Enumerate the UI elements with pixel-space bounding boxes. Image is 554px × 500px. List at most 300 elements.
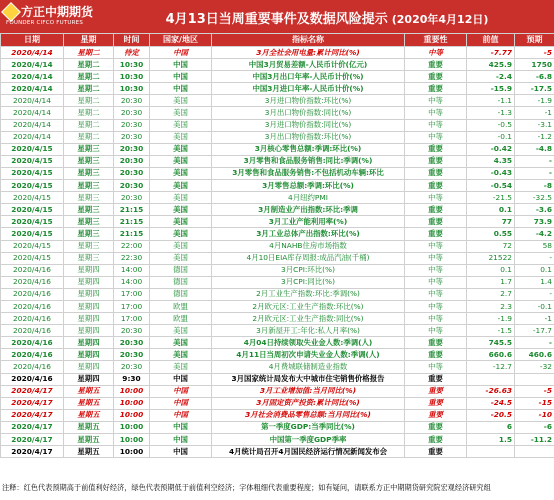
forecast-value-cell: -11.2: [515, 434, 554, 446]
table-row: [1, 167, 554, 179]
table-row: [1, 83, 554, 95]
previous-value-cell: 2.7: [467, 288, 515, 300]
date-cell: 2020/4/14: [1, 95, 64, 107]
indicator-cell: 3月核心零售总额:季调:环比(%): [212, 143, 405, 155]
date-cell: 2020/4/15: [1, 167, 64, 179]
date-cell: 2020/4/16: [1, 300, 64, 312]
forecast-value-cell: -3.1: [515, 119, 554, 131]
date-cell: 2020/4/16: [1, 288, 64, 300]
weekday-cell: 星期二: [64, 107, 114, 119]
forecast-value-cell: [515, 373, 554, 385]
time-cell: 10:00: [114, 397, 150, 409]
country-cell: 德国: [150, 288, 212, 300]
date-cell: 2020/4/16: [1, 276, 64, 288]
importance-cell: 中等: [405, 361, 467, 373]
time-cell: 10:30: [114, 59, 150, 71]
forecast-value-cell: [515, 446, 554, 458]
indicator-cell: 4月统计局召开4月国民经济运行情况新闻发布会: [212, 446, 405, 458]
logo-english-name: FOUNDER CIFCO FUTURES: [6, 20, 84, 26]
indicator-cell: 3月新屋开工:年化:私人月率(%): [212, 325, 405, 337]
previous-value-cell: -7.77: [467, 47, 515, 59]
table-row: [1, 59, 554, 71]
title-text: 4月13日当周重要事件及数据风险提示: [165, 12, 388, 27]
forecast-value-cell: 1750: [515, 59, 554, 71]
time-cell: 14:00: [114, 264, 150, 276]
previous-value-cell: -20.5: [467, 409, 515, 421]
date-cell: 2020/4/16: [1, 337, 64, 349]
forecast-value-cell: -: [515, 167, 554, 179]
column-header-forecast: 预期: [515, 34, 554, 47]
country-cell: 中国: [150, 385, 212, 397]
date-cell: 2020/4/16: [1, 349, 64, 361]
table-row: [1, 337, 554, 349]
indicator-cell: 第一季度GDP:当季同比(%): [212, 421, 405, 433]
previous-value-cell: -24.5: [467, 397, 515, 409]
weekday-cell: 星期四: [64, 373, 114, 385]
time-cell: 21:15: [114, 216, 150, 228]
date-cell: 2020/4/15: [1, 204, 64, 216]
table-row: [1, 300, 554, 312]
table-row: [1, 204, 554, 216]
country-cell: 美国: [150, 155, 212, 167]
column-header-time: 时间: [114, 34, 150, 47]
indicator-cell: 4月费城联储制造业指数: [212, 361, 405, 373]
weekday-cell: 星期三: [64, 240, 114, 252]
time-cell: 20:30: [114, 143, 150, 155]
country-cell: 中国: [150, 373, 212, 385]
country-cell: 德国: [150, 276, 212, 288]
previous-value-cell: 660.6: [467, 349, 515, 361]
weekday-cell: 星期二: [64, 59, 114, 71]
indicator-cell: 3月进口物价指数:环比(%): [212, 95, 405, 107]
logo-diamond-icon: [1, 2, 21, 22]
date-cell: 2020/4/15: [1, 155, 64, 167]
country-cell: 中国: [150, 421, 212, 433]
forecast-value-cell: -: [515, 155, 554, 167]
table-row: [1, 313, 554, 325]
time-cell: 20:30: [114, 337, 150, 349]
weekday-cell: 星期五: [64, 397, 114, 409]
forecast-value-cell: -8: [515, 180, 554, 192]
forecast-value-cell: 0.1: [515, 264, 554, 276]
indicator-cell: 3月出口物价指数:同比(%): [212, 107, 405, 119]
forecast-value-cell: -0.1: [515, 300, 554, 312]
importance-cell: 中等: [405, 300, 467, 312]
indicator-cell: 4月11日当周初次申请失业金人数:季调(人): [212, 349, 405, 361]
table-row: [1, 131, 554, 143]
indicator-cell: 2月欧元区:工业生产指数:环比(%): [212, 300, 405, 312]
indicator-cell: 4月04日持续领取失业金人数:季调(人): [212, 337, 405, 349]
importance-cell: 重要: [405, 59, 467, 71]
indicator-cell: 3月社会消费品零售总额:当月同比(%): [212, 409, 405, 421]
time-cell: 20:30: [114, 325, 150, 337]
previous-value-cell: 0.1: [467, 204, 515, 216]
indicator-cell: 3月出口物价指数:环比(%): [212, 131, 405, 143]
indicator-cell: 4月NAHB住房市场指数: [212, 240, 405, 252]
previous-value-cell: -2.4: [467, 71, 515, 83]
importance-cell: 重要: [405, 349, 467, 361]
importance-cell: 中等: [405, 264, 467, 276]
time-cell: 17:00: [114, 300, 150, 312]
forecast-value-cell: -1: [515, 107, 554, 119]
date-cell: 2020/4/17: [1, 409, 64, 421]
indicator-cell: 4月纽约PMI: [212, 192, 405, 204]
country-cell: 中国: [150, 397, 212, 409]
time-cell: 待定: [114, 47, 150, 59]
page-title: [100, 8, 554, 27]
importance-cell: 中等: [405, 240, 467, 252]
indicator-cell: 2月欧元区:工业生产指数:同比(%): [212, 313, 405, 325]
indicator-cell: 中国3月进口年率-人民币计价(%): [212, 83, 405, 95]
weekday-cell: 星期三: [64, 155, 114, 167]
forecast-value-cell: -6.8: [515, 71, 554, 83]
time-cell: 20:30: [114, 95, 150, 107]
forecast-value-cell: -10: [515, 409, 554, 421]
country-cell: 美国: [150, 228, 212, 240]
country-cell: 中国: [150, 409, 212, 421]
indicator-cell: 4月10日EIA库存周报:成品汽油(千桶): [212, 252, 405, 264]
table-body: [1, 47, 554, 458]
forecast-value-cell: -: [515, 337, 554, 349]
country-cell: 美国: [150, 216, 212, 228]
country-cell: 美国: [150, 131, 212, 143]
time-cell: 22:00: [114, 240, 150, 252]
indicator-cell: 3月进口物价指数:同比(%): [212, 119, 405, 131]
country-cell: 美国: [150, 180, 212, 192]
weekday-cell: 星期三: [64, 228, 114, 240]
table-row: [1, 95, 554, 107]
indicator-cell: 3月CPI:同比(%): [212, 276, 405, 288]
forecast-value-cell: -3.6: [515, 204, 554, 216]
weekday-cell: 星期二: [64, 71, 114, 83]
column-header-previous: 前值: [467, 34, 515, 47]
time-cell: 20:30: [114, 119, 150, 131]
previous-value-cell: 72: [467, 240, 515, 252]
table-row: [1, 216, 554, 228]
date-cell: 2020/4/17: [1, 421, 64, 433]
country-cell: 美国: [150, 337, 212, 349]
weekday-cell: 星期三: [64, 252, 114, 264]
country-cell: 美国: [150, 252, 212, 264]
weekday-cell: 星期四: [64, 325, 114, 337]
weekday-cell: 星期五: [64, 446, 114, 458]
importance-cell: 重要: [405, 228, 467, 240]
table-row: [1, 71, 554, 83]
previous-value-cell: 21522: [467, 252, 515, 264]
country-cell: 美国: [150, 192, 212, 204]
title-date: (2020年4月12日): [391, 13, 489, 26]
weekday-cell: 星期五: [64, 409, 114, 421]
table-row: [1, 107, 554, 119]
forecast-value-cell: -6: [515, 421, 554, 433]
company-logo: [4, 3, 92, 30]
time-cell: 20:30: [114, 349, 150, 361]
importance-cell: 重要: [405, 337, 467, 349]
time-cell: 17:00: [114, 288, 150, 300]
importance-cell: 中等: [405, 192, 467, 204]
indicator-cell: 中国3月出口年率-人民币计价(%): [212, 71, 405, 83]
time-cell: 21:15: [114, 204, 150, 216]
time-cell: 20:30: [114, 107, 150, 119]
indicator-cell: 3月工业产能利用率(%): [212, 216, 405, 228]
previous-value-cell: 2.3: [467, 300, 515, 312]
importance-cell: 中等: [405, 288, 467, 300]
weekday-cell: 星期三: [64, 167, 114, 179]
importance-cell: 中等: [405, 119, 467, 131]
time-cell: 20:30: [114, 131, 150, 143]
weekday-cell: 星期四: [64, 349, 114, 361]
country-cell: 美国: [150, 325, 212, 337]
time-cell: 14:00: [114, 276, 150, 288]
weekday-cell: 星期四: [64, 313, 114, 325]
table-row: [1, 276, 554, 288]
country-cell: 德国: [150, 264, 212, 276]
importance-cell: 重要: [405, 373, 467, 385]
weekday-cell: 星期四: [64, 276, 114, 288]
weekday-cell: 星期二: [64, 95, 114, 107]
table-row: [1, 47, 554, 59]
time-cell: 20:30: [114, 361, 150, 373]
table-row: [1, 228, 554, 240]
weekday-cell: 星期三: [64, 143, 114, 155]
date-cell: 2020/4/14: [1, 47, 64, 59]
table-row: [1, 288, 554, 300]
country-cell: 中国: [150, 83, 212, 95]
importance-cell: 重要: [405, 83, 467, 95]
table-row: [1, 192, 554, 204]
forecast-value-cell: -1.9: [515, 95, 554, 107]
forecast-value-cell: -1.2: [515, 131, 554, 143]
event-table: [0, 33, 554, 458]
weekday-cell: 星期四: [64, 300, 114, 312]
importance-cell: 重要: [405, 434, 467, 446]
indicator-cell: 2月工业生产指数:环比:季调(%): [212, 288, 405, 300]
time-cell: 10:00: [114, 434, 150, 446]
previous-value-cell: -1.5: [467, 325, 515, 337]
country-cell: 欧盟: [150, 313, 212, 325]
importance-cell: 中等: [405, 95, 467, 107]
date-cell: 2020/4/17: [1, 446, 64, 458]
previous-value-cell: -1.3: [467, 107, 515, 119]
importance-cell: 中等: [405, 325, 467, 337]
weekday-cell: 星期四: [64, 337, 114, 349]
forecast-value-cell: -17.5: [515, 83, 554, 95]
importance-cell: 重要: [405, 397, 467, 409]
date-cell: 2020/4/14: [1, 119, 64, 131]
date-cell: 2020/4/17: [1, 434, 64, 446]
previous-value-cell: -0.5: [467, 119, 515, 131]
importance-cell: 重要: [405, 155, 467, 167]
country-cell: 美国: [150, 119, 212, 131]
previous-value-cell: 0.55: [467, 228, 515, 240]
importance-cell: 重要: [405, 71, 467, 83]
date-cell: 2020/4/15: [1, 240, 64, 252]
indicator-cell: 中国第一季度GDP季率: [212, 434, 405, 446]
table-row: [1, 434, 554, 446]
time-cell: 10:00: [114, 421, 150, 433]
weekday-cell: 星期三: [64, 192, 114, 204]
time-cell: 20:30: [114, 192, 150, 204]
forecast-value-cell: -4.2: [515, 228, 554, 240]
table-row: [1, 143, 554, 155]
time-cell: 21:15: [114, 228, 150, 240]
weekday-cell: 星期三: [64, 216, 114, 228]
importance-cell: 中等: [405, 276, 467, 288]
date-cell: 2020/4/15: [1, 228, 64, 240]
weekday-cell: 星期二: [64, 119, 114, 131]
weekday-cell: 星期五: [64, 434, 114, 446]
indicator-cell: 3月国家统计局发布大中城市住宅销售价格报告: [212, 373, 405, 385]
column-header-date: 日期: [1, 34, 64, 47]
table-row: [1, 264, 554, 276]
time-cell: 9:30: [114, 373, 150, 385]
time-cell: 10:00: [114, 385, 150, 397]
date-cell: 2020/4/16: [1, 373, 64, 385]
date-cell: 2020/4/15: [1, 143, 64, 155]
importance-cell: 中等: [405, 107, 467, 119]
forecast-value-cell: -1: [515, 313, 554, 325]
indicator-cell: 3月制造业产出指数:环比:季调: [212, 204, 405, 216]
weekday-cell: 星期二: [64, 83, 114, 95]
forecast-value-cell: 460.6: [515, 349, 554, 361]
forecast-value-cell: -15: [515, 397, 554, 409]
table-row: [1, 385, 554, 397]
time-cell: 20:30: [114, 167, 150, 179]
forecast-value-cell: -17.7: [515, 325, 554, 337]
country-cell: 美国: [150, 349, 212, 361]
forecast-value-cell: -5: [515, 385, 554, 397]
date-cell: 2020/4/15: [1, 180, 64, 192]
country-cell: 中国: [150, 434, 212, 446]
column-header-indicator: 指标名称: [212, 34, 405, 47]
importance-cell: 重要: [405, 216, 467, 228]
date-cell: 2020/4/14: [1, 131, 64, 143]
date-cell: 2020/4/15: [1, 216, 64, 228]
weekday-cell: 星期四: [64, 288, 114, 300]
forecast-value-cell: 1.4: [515, 276, 554, 288]
table-row: [1, 252, 554, 264]
weekday-cell: 星期三: [64, 180, 114, 192]
date-cell: 2020/4/17: [1, 385, 64, 397]
country-cell: 美国: [150, 240, 212, 252]
weekday-cell: 星期三: [64, 204, 114, 216]
column-header-country: 国家/地区: [150, 34, 212, 47]
importance-cell: 重要: [405, 385, 467, 397]
previous-value-cell: 745.5: [467, 337, 515, 349]
table-row: [1, 155, 554, 167]
date-cell: 2020/4/16: [1, 264, 64, 276]
date-cell: 2020/4/17: [1, 397, 64, 409]
previous-value-cell: 0.1: [467, 264, 515, 276]
date-cell: 2020/4/14: [1, 107, 64, 119]
forecast-value-cell: -5: [515, 47, 554, 59]
time-cell: 10:30: [114, 83, 150, 95]
date-cell: 2020/4/14: [1, 83, 64, 95]
country-cell: 中国: [150, 71, 212, 83]
previous-value-cell: -12.7: [467, 361, 515, 373]
forecast-value-cell: -32.5: [515, 192, 554, 204]
weekday-cell: 星期二: [64, 47, 114, 59]
time-cell: 20:30: [114, 155, 150, 167]
table-row: [1, 373, 554, 385]
time-cell: 10:00: [114, 409, 150, 421]
table-row: [1, 180, 554, 192]
date-cell: 2020/4/16: [1, 361, 64, 373]
header-banner: [0, 0, 554, 33]
date-cell: 2020/4/15: [1, 192, 64, 204]
forecast-value-cell: 73.9: [515, 216, 554, 228]
footnote: 注释：红色代表预期高于前值利好经济，绿色代表预期低于前值利空经济；字体粗细代表重要程度；如有疑问，请联系方正中期期货研究院宏观经济研究组: [2, 483, 491, 492]
forecast-value-cell: -32: [515, 361, 554, 373]
time-cell: 20:30: [114, 180, 150, 192]
indicator-cell: 中国3月贸易差额-人民币计价(亿元): [212, 59, 405, 71]
country-cell: 美国: [150, 143, 212, 155]
importance-cell: 重要: [405, 446, 467, 458]
previous-value-cell: 1.5: [467, 434, 515, 446]
date-cell: 2020/4/16: [1, 325, 64, 337]
weekday-cell: 星期五: [64, 385, 114, 397]
previous-value-cell: -0.42: [467, 143, 515, 155]
importance-cell: 重要: [405, 421, 467, 433]
previous-value-cell: -21.5: [467, 192, 515, 204]
table-row: [1, 397, 554, 409]
previous-value-cell: 1.7: [467, 276, 515, 288]
country-cell: 美国: [150, 361, 212, 373]
table-row: [1, 409, 554, 421]
forecast-value-cell: -4.8: [515, 143, 554, 155]
importance-cell: 中等: [405, 252, 467, 264]
importance-cell: 重要: [405, 143, 467, 155]
previous-value-cell: 4.35: [467, 155, 515, 167]
table-row: [1, 240, 554, 252]
table-row: [1, 349, 554, 361]
importance-cell: 重要: [405, 204, 467, 216]
previous-value-cell: -26.63: [467, 385, 515, 397]
importance-cell: 中等: [405, 313, 467, 325]
time-cell: 10:30: [114, 71, 150, 83]
indicator-cell: 3月工业增加值:当月同比(%): [212, 385, 405, 397]
forecast-value-cell: 58: [515, 240, 554, 252]
country-cell: 美国: [150, 167, 212, 179]
previous-value-cell: 425.9: [467, 59, 515, 71]
previous-value-cell: -1.9: [467, 313, 515, 325]
previous-value-cell: -1.1: [467, 95, 515, 107]
country-cell: 中国: [150, 47, 212, 59]
column-header-importance: 重要性: [405, 34, 467, 47]
indicator-cell: 3月零售和食品服务销售:同比:季调(%): [212, 155, 405, 167]
forecast-value-cell: -: [515, 252, 554, 264]
time-cell: 22:30: [114, 252, 150, 264]
time-cell: 17:00: [114, 313, 150, 325]
weekday-cell: 星期四: [64, 264, 114, 276]
importance-cell: 重要: [405, 167, 467, 179]
time-cell: 10:00: [114, 446, 150, 458]
table-row: [1, 119, 554, 131]
date-cell: 2020/4/14: [1, 59, 64, 71]
country-cell: 中国: [150, 59, 212, 71]
previous-value-cell: -0.1: [467, 131, 515, 143]
table-header-row: [1, 34, 554, 47]
importance-cell: 中等: [405, 47, 467, 59]
weekday-cell: 星期四: [64, 361, 114, 373]
previous-value-cell: 6: [467, 421, 515, 433]
date-cell: 2020/4/16: [1, 313, 64, 325]
country-cell: 美国: [150, 204, 212, 216]
previous-value-cell: [467, 373, 515, 385]
country-cell: 美国: [150, 107, 212, 119]
weekday-cell: 星期五: [64, 421, 114, 433]
indicator-cell: 3月全社会用电量:累计同比(%): [212, 47, 405, 59]
